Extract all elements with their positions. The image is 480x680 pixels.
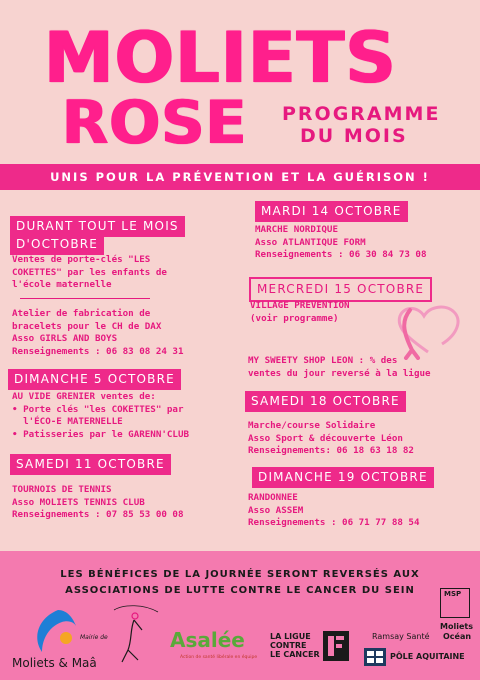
pink-ribbon-heart-icon bbox=[388, 300, 468, 360]
header-dimanche-5: DIMANCHE 5 OCTOBRE bbox=[8, 369, 181, 390]
logo-ramsay: Ramsay Santé bbox=[372, 632, 430, 641]
programme-subtitle: PROGRAMME DU MOIS bbox=[282, 103, 441, 147]
header-dimanche-19: DIMANCHE 19 OCTOBRE bbox=[252, 467, 434, 488]
ramsay-icon bbox=[364, 648, 386, 666]
logo-mairie-label: Mairie de bbox=[80, 634, 108, 641]
header-mardi-14: MARDI 14 OCTOBRE bbox=[255, 201, 408, 222]
event-cokettes: Ventes de porte-clés "LES COKETTES" par les enfants de l'école maternelle bbox=[12, 254, 167, 290]
logo-ligue: LA LIGUE CONTRE LE CANCER bbox=[270, 632, 320, 659]
logo-msp-ocean: Océan bbox=[443, 632, 472, 641]
ligue-emblem-icon bbox=[322, 630, 350, 662]
logo-ramsay-pole: PÔLE AQUITAINE bbox=[390, 652, 465, 661]
event-village-prevention: VILLAGE PREVENTION (voir programme) bbox=[250, 300, 350, 324]
event-randonnee: RANDONNEE Asso ASSEM Renseignements : 06 71 77 88 54 bbox=[248, 492, 420, 528]
separator bbox=[20, 298, 150, 299]
logo-msp-moliets: Moliets bbox=[440, 622, 473, 631]
logo-asalee-sub: Action de santé libérale en équipe bbox=[180, 655, 258, 660]
slogan-banner: UNIS POUR LA PRÉVENTION ET LA GUÉRISON ! bbox=[0, 164, 480, 190]
event-sweety-shop: MY SWEETY SHOP LEON : % des ventes du jour reversé à la ligue bbox=[248, 355, 431, 379]
wave-logo-icon bbox=[28, 608, 78, 654]
logo-asalee: Asalée bbox=[170, 628, 245, 652]
footer-note: LES BÉNÉFICES DE LA JOURNÉE SERONT REVERSÉS AUX ASSOCIATIONS DE LUTTE CONTRE LE CANCER DU SEIN bbox=[60, 569, 420, 596]
event-bracelets: Atelier de fabrication de bracelets pour le CH de DAX Asso GIRLS AND BOYS Renseignements : 06 83 08 24 31 bbox=[12, 308, 184, 357]
event-marche-nordique: MARCHE NORDIQUE Asso ATLANTIQUE FORM Renseignements : 06 30 84 73 08 bbox=[255, 224, 427, 260]
logo-msp: MSP bbox=[444, 590, 462, 598]
event-vide-grenier: AU VIDE GRENIER ventes de: • Porte clés "les COKETTES" par l'ÉCO-E MATERNELLE • Patisseries par le GARENN'CLUB bbox=[12, 391, 190, 440]
title-moliets: MOLIETS bbox=[44, 17, 397, 99]
event-tennis: TOURNOIS DE TENNIS Asso MOLIETS TENNIS CLUB Renseignements : 07 85 53 00 08 bbox=[12, 484, 184, 520]
title-rose: ROSE bbox=[62, 88, 248, 158]
header-mercredi-15: MERCREDI 15 OCTOBRE bbox=[249, 277, 432, 302]
header-samedi-18: SAMEDI 18 OCTOBRE bbox=[245, 391, 406, 412]
header-all-month: DURANT TOUT LE MOIS bbox=[10, 216, 185, 237]
logo-moliets: Moliets & Maâ bbox=[12, 656, 97, 670]
header-samedi-11: SAMEDI 11 OCTOBRE bbox=[10, 454, 171, 475]
header-all-month-2: D'OCTOBRE bbox=[10, 234, 104, 255]
ballerina-logo-icon bbox=[108, 600, 162, 666]
event-marche-course: Marche/course Solidaire Asso Sport & découverte Léon Renseignements: 06 18 63 18 82 bbox=[248, 420, 414, 456]
